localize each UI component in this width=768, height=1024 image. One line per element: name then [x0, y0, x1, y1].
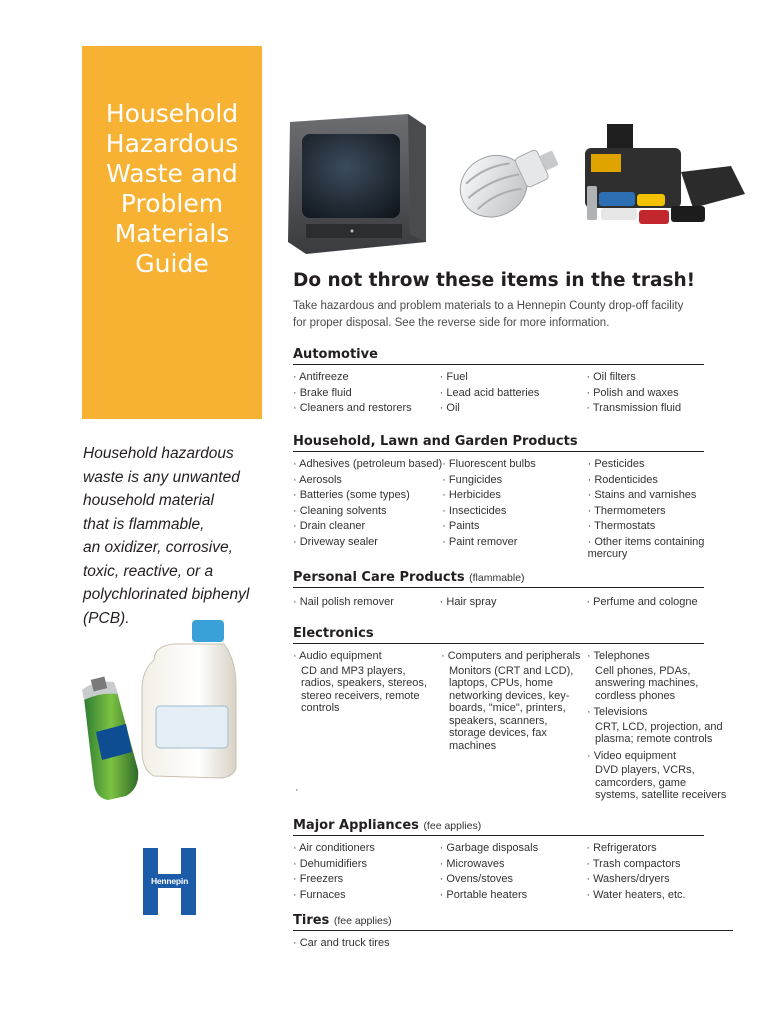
section-heading	[293, 347, 704, 365]
list-item: · Telephones	[587, 650, 650, 662]
batteries-photo	[581, 112, 747, 238]
list-item-detail: Monitors (CRT and LCD), laptops, CPUs, home networking devices, key-boards, "mice", printers, speakers, scanners, storage devices, fax machines	[449, 664, 574, 752]
hennepin-logo-text: Hennepin	[150, 876, 189, 886]
column	[440, 841, 587, 903]
main-headline: Do not throw these items in the trash!	[293, 270, 696, 291]
hazardous-waste-definition	[83, 442, 269, 630]
list-item: · Transmission fluid	[586, 402, 682, 414]
list-item: · Fluorescent bulbs	[442, 458, 536, 470]
definition-line: (PCB).	[83, 609, 130, 627]
section-note: (fee applies)	[423, 820, 482, 832]
definition-line: an oxidizer, corrosive,	[83, 539, 233, 556]
column	[440, 370, 587, 417]
list-item: · Televisions	[587, 706, 648, 718]
list-item: · Refrigerators	[586, 842, 657, 854]
list-item: · Cleaning solvents	[293, 504, 387, 517]
intro-text	[293, 298, 713, 332]
column	[588, 457, 733, 561]
list-item: · Thermostats	[587, 520, 656, 532]
section-heading	[293, 913, 733, 931]
section-heading	[293, 626, 704, 644]
list-item-detail: CRT, LCD, projection, and plasma; remote controls	[595, 720, 723, 745]
column	[293, 370, 440, 417]
section-heading	[293, 818, 704, 836]
list-item: · Other items containing mercury	[587, 535, 705, 560]
list-item: · Herbicides	[442, 489, 501, 501]
section-heading	[293, 570, 704, 588]
section-columns	[293, 595, 733, 611]
section-columns	[293, 936, 733, 952]
list-item: · Adhesives (petroleum based)	[293, 458, 443, 470]
list-item: · Paint remover	[442, 535, 518, 548]
title-box	[82, 46, 262, 419]
definition-line: waste is any unwanted	[83, 468, 240, 486]
title-line: Waste and	[106, 159, 238, 188]
list-item: · Furnaces	[293, 888, 346, 901]
list-item: · Audio equipment	[293, 650, 382, 662]
section-title: Automotive	[293, 347, 378, 362]
column	[587, 649, 733, 805]
list-item: · Computers and peripherals	[441, 650, 581, 662]
title-line: Problem	[120, 189, 224, 218]
column	[293, 595, 440, 611]
column	[293, 649, 441, 805]
list-item: · Water heaters, etc.	[586, 888, 686, 901]
section-household-lawn-garden	[293, 434, 733, 561]
section-columns	[293, 841, 733, 903]
column	[442, 457, 587, 561]
cleaners-photo	[76, 620, 238, 812]
list-item: · Antifreeze	[293, 371, 349, 383]
list-item: · Cleaners and restorers	[293, 402, 412, 414]
list-item: · Batteries (some types)	[293, 489, 410, 501]
list-item: · Insecticides	[442, 504, 507, 517]
list-item: · Drain cleaner	[293, 520, 366, 532]
section-title: Major Appliances	[293, 818, 419, 833]
column	[586, 370, 733, 417]
section-tires	[293, 913, 733, 952]
definition-line: toxic, reactive, or a	[83, 562, 214, 580]
fluorescent-bulb-photo	[455, 128, 567, 224]
section-note: (fee applies)	[333, 915, 392, 927]
column	[440, 595, 587, 611]
intro-line: Take hazardous and problem materials to a Hennepin County drop-off facility	[293, 300, 684, 312]
column	[441, 649, 587, 805]
section-personal-care	[293, 570, 733, 611]
list-item: · Video equipment	[587, 749, 677, 762]
list-item: · Rodenticides	[587, 473, 658, 486]
list-item: · Fuel	[439, 371, 468, 383]
list-item: · Nail polish remover	[293, 596, 394, 608]
list-item: · Trash compactors	[586, 857, 681, 870]
section-note: (flammable)	[469, 572, 525, 584]
list-item: · Oil	[439, 402, 460, 414]
column	[586, 841, 733, 903]
stray-bullet: ·	[295, 784, 299, 796]
section-title: Household, Lawn and Garden Products	[293, 434, 578, 449]
column	[293, 936, 443, 952]
section-columns	[293, 370, 733, 417]
list-item: · Hair spray	[439, 596, 497, 608]
list-item: · Aerosols	[293, 473, 342, 486]
definition-line: household material	[83, 492, 214, 509]
list-item: · Ovens/stoves	[439, 873, 514, 885]
section-columns	[293, 649, 733, 805]
list-item: · Air conditioners	[293, 842, 375, 854]
section-title: Tires	[293, 913, 330, 928]
title-line: Materials	[114, 219, 230, 248]
list-item: · Microwaves	[439, 857, 505, 870]
list-item: · Fungicides	[442, 473, 503, 486]
list-item: · Stains and varnishes	[587, 489, 697, 501]
definition-line: that is flammable,	[83, 515, 205, 533]
title-line: Guide	[135, 249, 209, 278]
definition-line: polychlorinated biphenyl	[83, 586, 250, 603]
section-title: Electronics	[293, 626, 374, 641]
list-item: · Dehumidifiers	[293, 857, 367, 870]
section-columns	[293, 457, 733, 561]
list-item: · Paints	[442, 520, 480, 532]
list-item: · Lead acid batteries	[439, 386, 540, 399]
section-major-appliances	[293, 818, 733, 903]
section-title: Personal Care Products	[293, 570, 465, 585]
title-line: Household	[105, 99, 239, 128]
list-item-detail: CD and MP3 players, radios, speakers, stereos, stereo receivers, remote controls	[301, 664, 427, 714]
guide-title	[82, 99, 262, 279]
column	[293, 457, 442, 561]
list-item: · Portable heaters	[439, 888, 528, 901]
list-item: · Freezers	[293, 873, 344, 885]
column	[293, 841, 440, 903]
column	[586, 595, 733, 611]
list-item-detail: DVD players, VCRs, camcorders, game systems, satellite receivers	[595, 764, 727, 801]
list-item: · Perfume and cologne	[586, 596, 698, 608]
section-electronics	[293, 626, 733, 805]
intro-line: for proper disposal. See the reverse side for more information.	[293, 317, 610, 329]
television-photo	[286, 110, 430, 256]
section-heading	[293, 434, 704, 452]
list-item: · Washers/dryers	[586, 873, 670, 885]
list-item: · Oil filters	[586, 371, 636, 383]
list-item: · Thermometers	[587, 504, 666, 517]
list-item-detail: Cell phones, PDAs, answering machines, cordless phones	[595, 664, 699, 702]
definition-line: Household hazardous	[83, 445, 234, 462]
list-item: · Garbage disposals	[439, 842, 539, 854]
section-automotive	[293, 347, 733, 417]
title-line: Hazardous	[105, 129, 239, 158]
list-item: · Pesticides	[587, 458, 645, 470]
list-item: · Polish and waxes	[586, 386, 679, 399]
list-item: · Car and truck tires	[293, 937, 390, 949]
list-item: · Brake fluid	[293, 386, 352, 399]
list-item: · Driveway sealer	[293, 535, 378, 548]
